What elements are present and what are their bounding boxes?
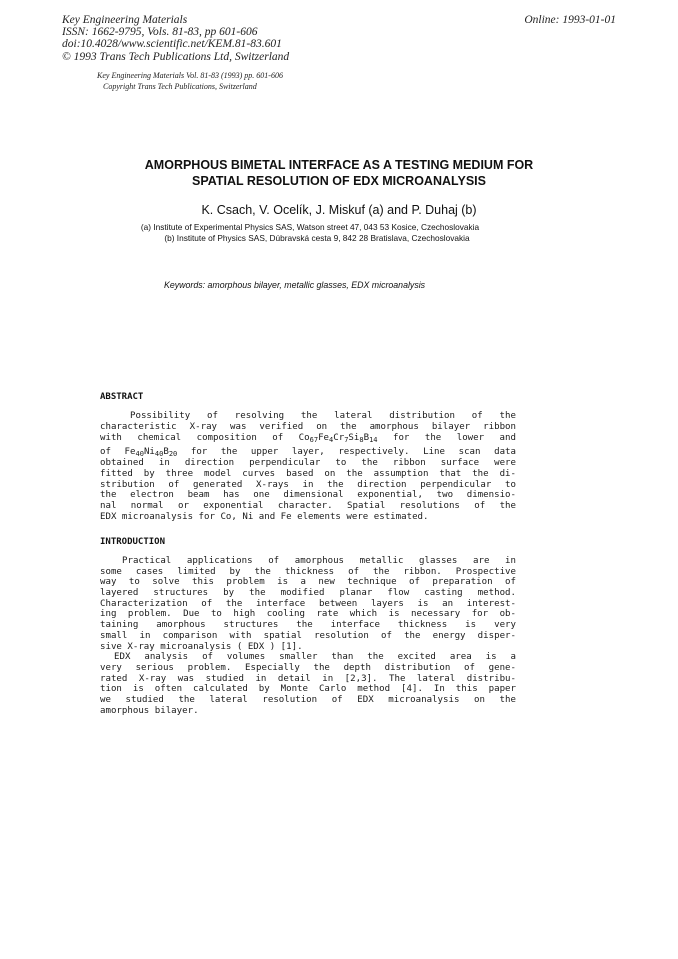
subscript: 7: [344, 436, 349, 445]
abstract-heading: ABSTRACT: [100, 392, 144, 402]
intro-line: EDX analysis of volumes smaller than the excited area is a: [114, 652, 516, 663]
abstract-formula-line: [100, 446, 516, 458]
journal-copyright: Copyright Trans Tech Publications, Switzerland: [103, 82, 257, 91]
affiliation-a: (a) Institute of Experimental Physics SAS, Watson street 47, 043 53 Kosice, Czechoslovakia: [140, 222, 480, 232]
subscript: 4: [329, 436, 334, 445]
affiliations: [0, 222, 600, 244]
subscript: 14: [369, 436, 378, 445]
abstract-formula-line: [100, 432, 516, 444]
paper-title: [0, 157, 678, 189]
copyright-line: © 1993 Trans Tech Publications Ltd, Switzerland: [62, 50, 290, 63]
journal-citation-block: [97, 70, 283, 92]
intro-line: ing problem. Due to high cooling rate which is necessary for ob-: [100, 609, 516, 620]
subscript: 8: [359, 436, 364, 445]
subscript: 40: [135, 450, 144, 459]
title-line-1: AMORPHOUS BIMETAL INTERFACE AS A TESTING MEDIUM FOR: [144, 158, 534, 172]
abstract-line: obtained in direction perpendicular to the ribbon surface were: [100, 458, 516, 469]
affiliation-b: (b) Institute of Physics SAS, Dúbravská cesta 9, 842 28 Bratislava, Czechoslovakia: [164, 233, 470, 243]
subscript: 67: [309, 436, 319, 445]
abstract-line: Possibility of resolving the lateral distribution of the: [130, 411, 516, 421]
subscript: 20: [168, 450, 178, 459]
keywords: Keywords: amorphous bilayer, metallic glasses, EDX microanalysis: [164, 280, 426, 290]
intro-line: small in comparison with spatial resolution of the energy disper-: [100, 630, 516, 641]
intro-line: we studied the lateral resolution of EDX microanalysis on the: [100, 694, 516, 705]
formula-element: Si: [348, 433, 360, 444]
formula-text: of Fe: [100, 447, 136, 458]
intro-line: tion is often calculated by Monte Carlo method [4]. In this paper: [100, 684, 516, 695]
intro-line: very serious problem. Especially the depth distribution of gene-: [100, 662, 516, 673]
abstract-line: EDX microanalysis for Co, Ni and Fe elements were estimated.: [100, 511, 429, 522]
formula-text: for the lower and: [377, 433, 516, 444]
abstract-line: stribution of generated X-rays in the direction perpendicular to: [100, 479, 516, 490]
issn-line: ISSN: 1662-9795, Vols. 81-83, pp 601-606: [62, 26, 258, 39]
intro-line: rated X-ray was studied in detail in [2,3]. The lateral distribu-: [100, 673, 516, 684]
abstract-line: the electron beam has one dimensional exponential, two dimensio-: [100, 490, 516, 501]
formula-element: Cr: [333, 433, 345, 444]
publication-meta: [62, 14, 289, 63]
doi-link[interactable]: doi:10.4028/www.scientific.net/KEM.81-83.601: [62, 38, 282, 51]
authors: K. Csach, V. Ocelík, J. Miskuf (a) and P. Duhaj (b): [201, 203, 477, 217]
online-date: Online: 1993-01-01: [524, 14, 616, 26]
journal-citation: Key Engineering Materials Vol. 81-83 (1993) pp. 601-606: [97, 71, 283, 80]
introduction-heading: INTRODUCTION: [100, 537, 166, 547]
abstract-line: characteristic X-ray was verified on the amorphous bilayer ribbon: [100, 421, 516, 432]
abstract-line: nal normal or exponential character. Spatial resolutions of the: [100, 501, 516, 512]
intro-line: some cases limited by the thickness of the ribbon. Prospective: [100, 566, 516, 577]
formula-element: Ni: [143, 447, 155, 458]
formula-element: Fe: [318, 433, 330, 444]
formula-element: B: [363, 433, 370, 444]
intro-line: layered structures by the modified planar flow casting method.: [100, 588, 516, 599]
formula-element: B: [163, 447, 169, 458]
formula-text: for the upper layer, respectively. Line scan data: [177, 447, 516, 458]
title-line-2: SPATIAL RESOLUTION OF EDX MICROANALYSIS: [191, 174, 486, 188]
abstract-line: fitted by three model curves based on the assumption that the di-: [100, 469, 516, 480]
intro-line: Practical applications of amorphous metallic glasses are in: [122, 556, 516, 566]
subscript: 40: [154, 450, 164, 459]
formula-text: with chemical composition of Co: [100, 433, 310, 444]
intro-line: taining amorphous structures the interface thickness is very: [100, 620, 516, 631]
intro-line: Characterization of the interface between layers is an interest-: [100, 598, 516, 609]
intro-line: amorphous bilayer.: [100, 705, 199, 716]
intro-line: way to solve this problem is a new technique of preparation of: [100, 577, 516, 588]
intro-line: sive X-ray microanalysis ( EDX ) [1].: [100, 641, 303, 652]
abstract-body: [100, 411, 516, 523]
introduction-body: [100, 556, 516, 716]
journal-name: Key Engineering Materials: [62, 14, 188, 26]
